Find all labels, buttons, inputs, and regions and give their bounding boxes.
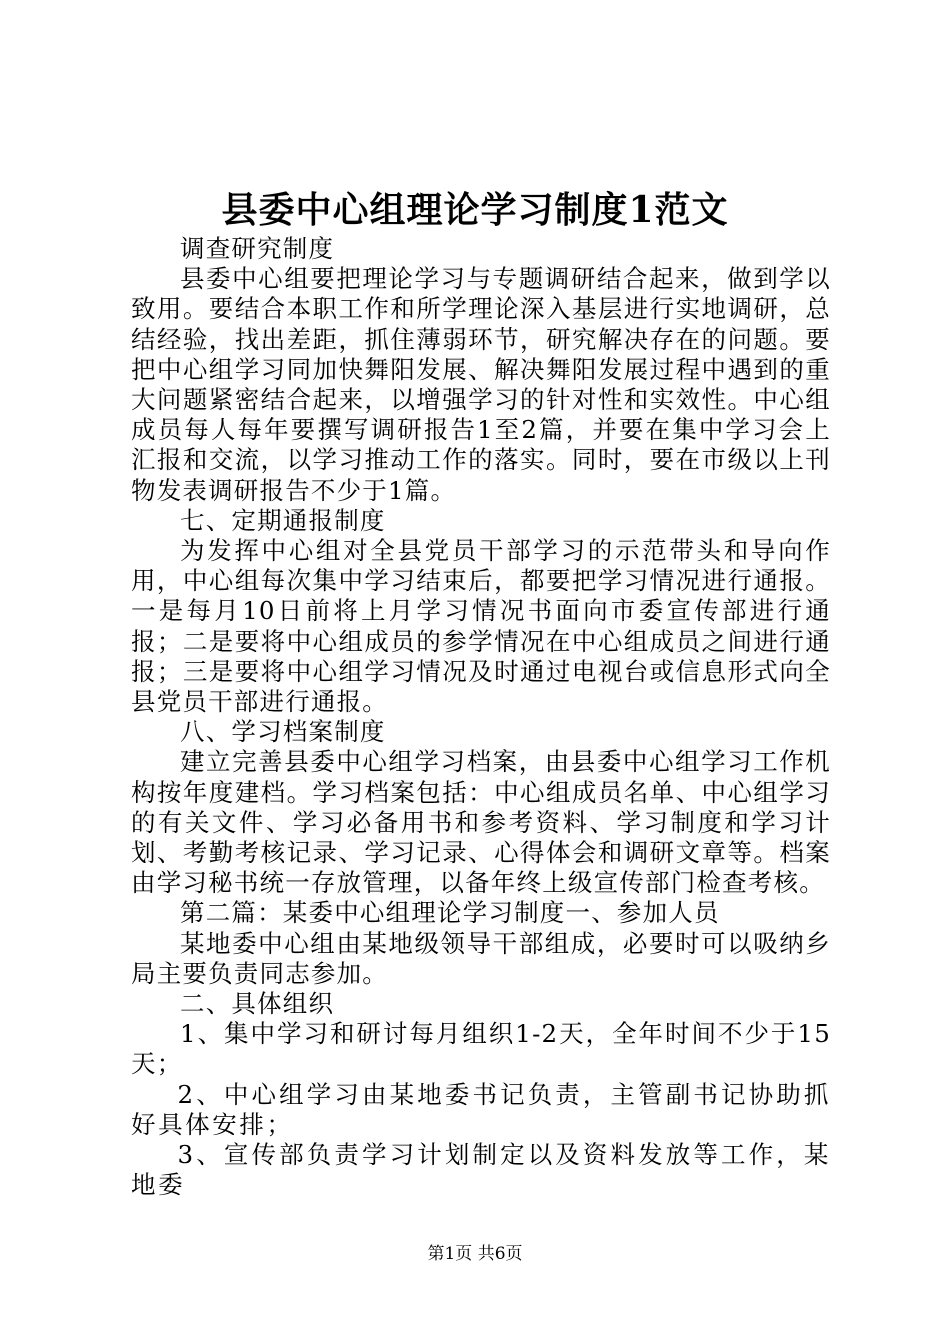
section-heading-second-part: 第二篇：某委中心组理论学习制度一、参加人员 — [180, 898, 720, 928]
section-heading-organization: 二、具体组织 — [180, 989, 335, 1019]
page-number-footer: 第1页 共6页 — [427, 1244, 523, 1264]
document-title: 县委中心组理论学习制度1范文 — [221, 189, 729, 231]
section-heading-archive: 八、学习档案制度 — [180, 717, 386, 747]
paragraph-report: 为发挥中心组对全县党员干部学习的示范带头和导向作用，中心组每次集中学习结束后，都要把学习情况进行通报。一是每月10日前将上月学习情况书面向市委宣传部进行通报；二是要将中心组成员的参学情况在中心组成员之间进行通报；三是要将中心组学习情况及时通过电视台或信息形式向全县党员干部进行通报。 — [131, 536, 831, 717]
paragraph-participants: 某地委中心组由某地级领导干部组成，必要时可以吸纳乡局主要负责同志参加。 — [131, 928, 831, 988]
section-heading-report: 七、定期通报制度 — [180, 505, 386, 535]
section-heading-research: 调查研究制度 — [180, 234, 335, 263]
paragraph-research: 县委中心组要把理论学习与专题调研结合起来，做到学以致用。要结合本职工作和所学理论深入基层进行实地调研，总结经验，找出差距，抓住薄弱环节，研究解决存在的问题。要把中心组学习同加快舞阳发展、解决舞阳发展过程中遇到的重大问题紧密结合起来，以增强学习的针对性和实效性。中心组成员每人每年要撰写调研报告1至2篇，并要在集中学习会上汇报和交流，以学习推动工作的落实。同时，要在市级以上刊物发表调研报告不少于1篇。 — [131, 264, 831, 505]
paragraph-item-2: 2、中心组学习由某地委书记负责，主管副书记协助抓好具体安排； — [131, 1079, 831, 1139]
document-body — [131, 234, 831, 1201]
paragraph-item-1: 1、集中学习和研讨每月组织1-2天，全年时间不少于15天； — [131, 1019, 831, 1079]
paragraph-item-3: 3、宣传部负责学习计划制定以及资料发放等工作，某地委 — [131, 1140, 831, 1200]
paragraph-archive: 建立完善县委中心组学习档案，由县委中心组学习工作机构按年度建档。学习档案包括：中心组成员名单、中心组学习的有关文件、学习必备用书和参考资料、学习制度和学习计划、考勤考核记录、学习记录、心得体会和调研文章等。档案由学习秘书统一存放管理，以备年终上级宣传部门检查考核。 — [131, 747, 831, 898]
